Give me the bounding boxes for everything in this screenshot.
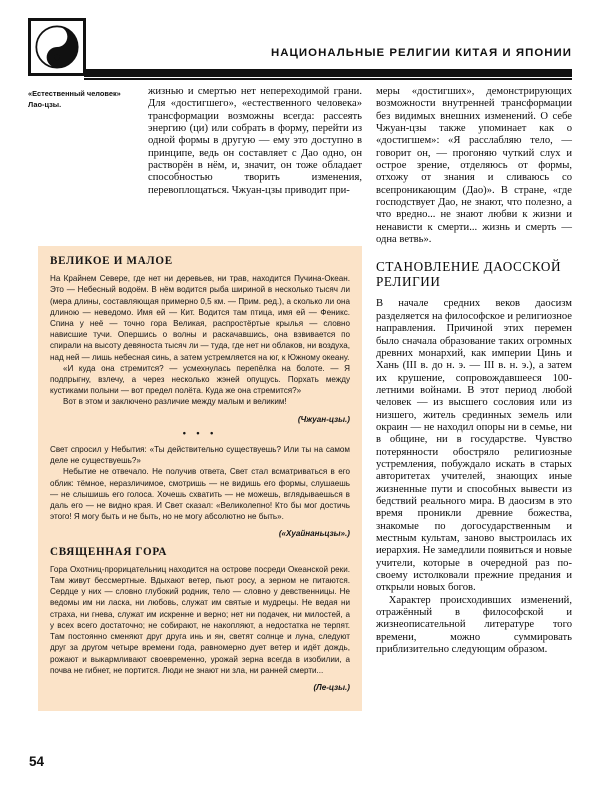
sidebar-paragraph: Гора Охотниц-прорицательниц находится на острове посреди Океанской реки. Там живут бессмертные. Вдыхают ветер, пьют росу, а зерном не питаются. Сердце у них — словно глубокий родник, тело — словно у девственницы. Не ведомы им ни ласка, ни любовь, служат им святые и мудрецы. Не ведая ни страха, ни гнева, служат им искренне и верно; нет ни подачек, ни милостей, а у всех всего достаточно; не собирают, не накопляют, а недостатка не терпят. Там постоянно сменяют друг друга инь и ян, светят солнце и луна, следуют друг за другом четыре времени года, равномерно дует ветер и идёт дождь, рожают и выкармливают своевременно, урожай зерна всегда в изобилии, а почва не гибнет, не портится. Люди не знают ни зла, ни ранней смерти...: [50, 564, 350, 675]
sidebar-attribution: (Чжуан-цзы.): [297, 414, 350, 424]
paragraph: В начале средних веков даосизм разделяется на философское и религиозное направления. Причиной этих перемен было сначала образование таких огромных древних монархий, как империи Цинь и Хань (III в. до н. э. — III в. н. э.), а затем их крушение, сопровождавшееся 100-летними войнами. В этот период любой человек — из высшего сословия или из низшего, житель срединных земель или окраин — не находил опоры ни в семье, ни в общине, ни в государстве. Чувство потерянности обостряло религиозные устремления, побуждало искать в старых авторитетах учителей, знающих иные жизненные пути и способных вывести из бедствий реального мира. В даосизм в это время проникли древние божества, знакомые по догосударственным и местным культам, заново выстроилась их иерархия. Не замедлили появиться и новые учители, которые в очередной раз по-своему истолковали прежние предания и открыли новых богов.: [376, 298, 573, 594]
paragraph: жизнью и смертью нет непереходимой грани. Для «достигшего», «естественного человека» трансформации возможны всегда: рассеять энергию (ци) или собрать в форму, перейти из одной формы в другую — ему это доступно в принципе, ведь он составляет с Дао одно, он растворён в нём, и, значит, он тоже обладает способностью творить изменения, перевоплощаться. Чжуан-цзы приводит при-: [148, 86, 362, 196]
paragraph: Характер происходивших изменений, отражённый в философской и жизнеописательной литературе того времени, можно суммировать приблизительно следующим образом.: [376, 594, 572, 656]
sidebar-attribution: (Ле-цзы.): [313, 682, 350, 692]
sidebar-paragraph: Вот в этом и заключено различие между малым и великим!: [62, 397, 287, 407]
body-column-right: [376, 86, 572, 656]
sidebar-block-title-svyashchennaya-gora: СВЯЩЕННАЯ ГОРА: [50, 545, 168, 558]
sidebar-paragraph: Небытие не отвечало. Не получив ответа, Свет стал всматриваться в его облик: тёмное, неразличимое, смотришь — не видишь его формы, слушаешь — не слышишь его голоса. Хочешь схватить — не можешь, вглядываешься в даль его — не видно края. И Свет сказал: «Великолепно! Кто бы мог достичь этого! Я могу быть и не быть, но не могу абсолютно не быть».: [50, 467, 350, 522]
page-header: [0, 18, 600, 80]
figure-caption: «Естественный человек» Лао-цзы.: [28, 89, 121, 109]
section-heading: СТАНОВЛЕНИЕ ДАОССКОЙ РЕЛИГИИ: [376, 259, 562, 290]
sidebar-attribution: («Хуайнаньцзы».): [278, 529, 350, 539]
body-column-middle: [148, 86, 362, 197]
sidebar-block-title-velikoe-i-maloe: ВЕЛИКОЕ И МАЛОЕ: [50, 255, 173, 267]
yin-yang-logo: [28, 18, 86, 76]
sidebar-paragraph: На Крайнем Севере, где нет ни деревьев, ни трав, находится Пучина-Океан. Это — Небесный водоём. В нём водится рыба шириной в несколько тысяч ли (мера длины, составляющая примерно 0,5 км. — Прим. ред.), а сколько ли она длиною — неведомо. Имя ей — Кит. Водится там птица, имя ей — Феникс. Спина у неё — точно гора Великая, распростёртые крылья — словно нависшие тучи. Опершись о волны и раскачавшись, она взвивается по спирали на высоту девяноста тысяч ли — туда, где нет ни облаков, ни воздуха, над ней — лишь небесная синь, а затем устремляется на юг, к Южному океану.: [50, 274, 350, 362]
header-rule: [84, 69, 572, 77]
yin-yang-icon: [35, 25, 79, 69]
running-head: НАЦИОНАЛЬНЫЕ РЕЛИГИИ КИТАЯ И ЯПОНИИ: [271, 47, 572, 59]
paragraph: меры «достигших», демонстрирующих возможности внутренней трансформации без видимых внешних изменений. О себе Чжуан-цзы также упоминает как о «достигшем»: «Я расслабляю тело, — говорит он, — прогоняю чуткий слух и острое зрение, отделяюсь от формы, отхожу от знания и сливаюсь со всепроникающим (Дао)». В стране, «где господствует Дао, не знают, что полезно, а что вредно... не знают любви к жизни и ненависти к смерти... жизнь и смерть — одна ветвь».: [376, 86, 572, 246]
sidebar-separator: • • •: [182, 427, 218, 438]
sidebar-paragraph: «И куда она стремится? — усмехнулась перепёлка на болоте. — Я подпрыгну, взлечу, а через несколько жэней опущусь. Порхать между кустиками полыни — вот предел полёта. Куда же она стремится?»: [50, 363, 350, 396]
sidebar-paragraph: Свет спросил у Небытия: «Ты действительно существуешь? Или ты на самом деле не существуешь?»: [50, 445, 350, 466]
page-number: 54: [29, 754, 45, 769]
sidebar-excerpt-box: [38, 246, 362, 711]
